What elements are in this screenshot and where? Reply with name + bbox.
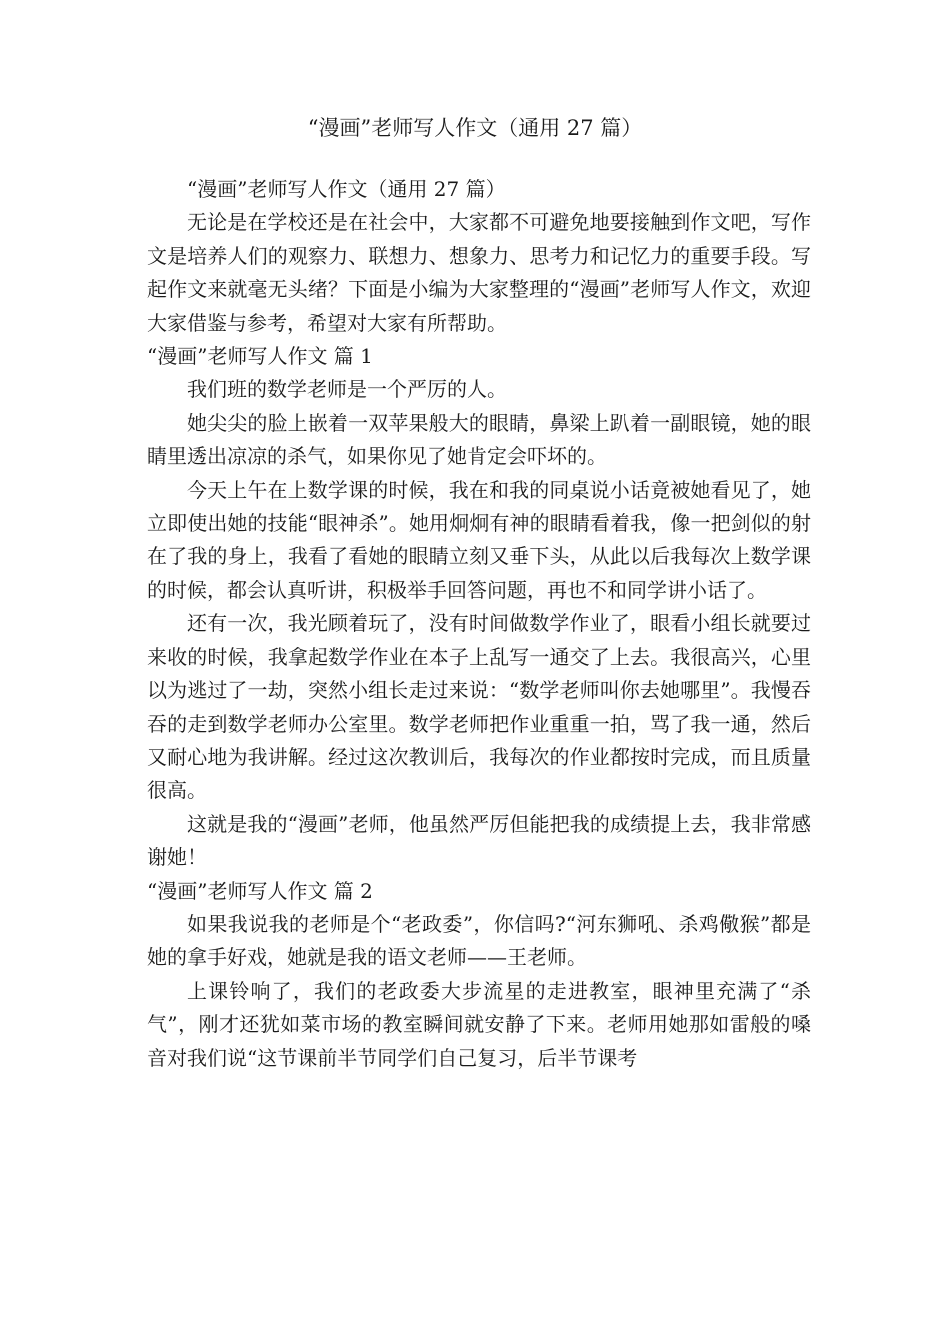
paragraph: 我们班的数学老师是一个严厉的人。	[187, 377, 507, 402]
paragraph: 她尖尖的脸上嵌着一双苹果般大的眼睛，鼻梁上趴着一副眼镜，她的眼睛里透出凉凉的杀气，如果你见了她肯定会吓坏的。	[147, 410, 811, 469]
document-body	[147, 173, 811, 1075]
section-heading-2: “漫画”老师写人作文 篇 2	[147, 878, 373, 903]
paragraph: 今天上午在上数学课的时候，我在和我的同桌说小话竟被她看见了，她立即使出她的技能“眼神杀”。她用炯炯有神的眼睛看着我，像一把剑似的射在了我的身上，我看了看她的眼睛立刻又垂下头，从此以后我每次上数学课的时候，都会认真听讲，积极举手回答问题，再也不和同学讲小话了。	[147, 477, 811, 602]
paragraph: 如果我说我的老师是个“老政委”，你信吗?“河东狮吼、杀鸡儆猴”都是她的拿手好戏，她就是我的语文老师——王老师。	[147, 911, 811, 970]
paragraph-intro: 无论是在学校还是在社会中，大家都不可避免地要接触到作文吧，写作文是培养人们的观察力、联想力、想象力、思考力和记忆力的重要手段。写起作文来就毫无头绪？下面是小编为大家整理的“漫画”老师写人作文，欢迎大家借鉴与参考，希望对大家有所帮助。	[147, 210, 811, 335]
document-title: “漫画”老师写人作文（通用 27 篇）	[307, 116, 643, 140]
paragraph: 这就是我的“漫画”老师，他虽然严厉但能把我的成绩提上去，我非常感谢她！	[147, 811, 811, 870]
paragraph: 上课铃响了，我们的老政委大步流星的走进教室，眼神里充满了“杀气”，刚才还犹如菜市场的教室瞬间就安静了下来。老师用她那如雷般的嗓音对我们说“这节课前半节同学们自己复习，后半节课考	[147, 978, 811, 1070]
paragraph: 还有一次，我光顾着玩了，没有时间做数学作业了，眼看小组长就要过来收的时候，我拿起数学作业在本子上乱写一通交了上去。我很高兴，心里以为逃过了一劫，突然小组长走过来说：“数学老师叫你去她哪里”。我慢吞吞的走到数学老师办公室里。数学老师把作业重重一拍，骂了我一通，然后又耐心地为我讲解。经过这次教训后，我每次的作业都按时完成，而且质量很高。	[147, 611, 811, 803]
section-heading-1: “漫画”老师写人作文 篇 1	[147, 344, 373, 369]
paragraph-subtitle: “漫画”老师写人作文（通用 27 篇）	[187, 177, 506, 201]
